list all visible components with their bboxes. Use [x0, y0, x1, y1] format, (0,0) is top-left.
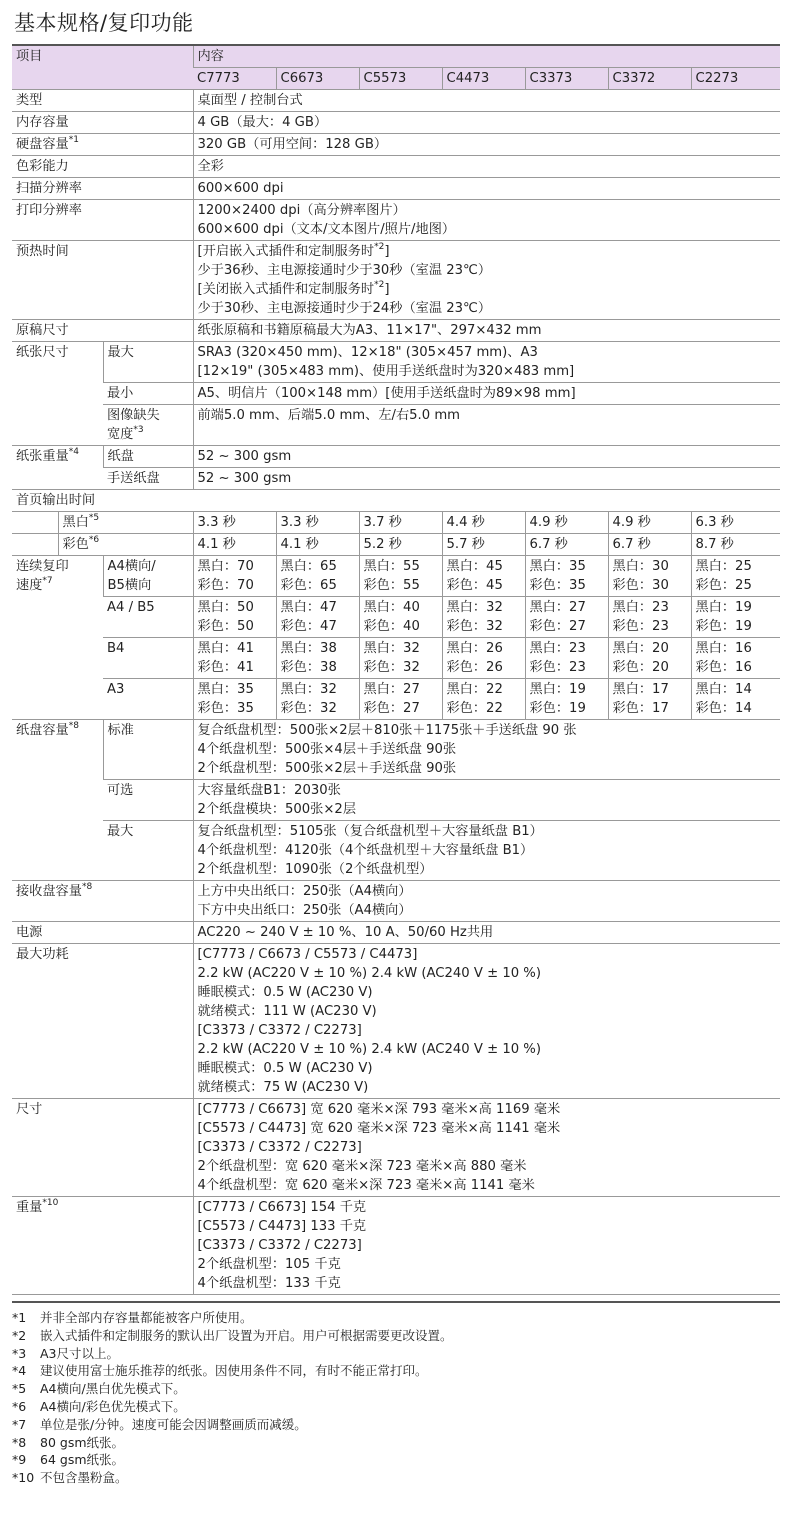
value-cell: 黑白：65 彩色：65	[276, 556, 359, 597]
value-cell: 黑白：38 彩色：38	[276, 638, 359, 679]
footnote: *10 不包含墨粉盒。	[12, 1470, 128, 1486]
indent-cell	[12, 512, 58, 534]
row-label: 扫描分辨率	[12, 178, 193, 200]
model-name: C4473	[442, 68, 525, 90]
value-cell: 6.7 秒	[525, 534, 608, 556]
value-cell: 黑白：27 彩色：27	[525, 597, 608, 638]
value-cell: 黑白：26 彩色：26	[442, 638, 525, 679]
row-label: 电源	[12, 922, 193, 944]
sub-label: 黑白$^{*5}$	[58, 512, 193, 534]
value-cell: 3.3 秒	[276, 512, 359, 534]
value-cell: 6.7 秒	[608, 534, 691, 556]
row-value: 600×600 dpi	[193, 178, 780, 200]
value-cell: 黑白：23 彩色：23	[608, 597, 691, 638]
sub-label: A4 / B5	[103, 597, 193, 638]
value-cell: 黑白：35 彩色：35	[525, 556, 608, 597]
row-value: 1200×2400 dpi（高分辨率图片） 600×600 dpi（文本/文本图片/照片/地图）	[193, 200, 780, 241]
sub-label: 图像缺失 宽度$^{*3}$	[103, 405, 193, 446]
value-cell: 黑白：41 彩色：41	[193, 638, 276, 679]
row-label: 纸张重量$^{*4}$	[12, 446, 103, 490]
indent-cell	[12, 534, 58, 556]
value-cell: 黑白：50 彩色：50	[193, 597, 276, 638]
row-label: 打印分辨率	[12, 200, 193, 241]
model-name: C3373	[525, 68, 608, 90]
row-tray-capacity-max	[12, 821, 780, 881]
footnote: *7 单位是张/分钟。速度可能会因调整画质而减缓。	[12, 1416, 307, 1432]
model-name: C5573	[359, 68, 442, 90]
row-label: 纸张尺寸	[12, 342, 103, 446]
value-cell: 6.3 秒	[691, 512, 780, 534]
model-name: C6673	[276, 68, 359, 90]
header-item: 项目	[12, 45, 193, 90]
row-paper-size-loss	[12, 405, 780, 446]
value-cell: 黑白：20 彩色：20	[608, 638, 691, 679]
row-value: 4 GB（最大：4 GB）	[193, 112, 780, 134]
value-cell: 4.4 秒	[442, 512, 525, 534]
value-cell: 5.7 秒	[442, 534, 525, 556]
row-label: 最大功耗	[12, 944, 193, 1099]
value-cell: 黑白：25 彩色：25	[691, 556, 780, 597]
row-speed	[12, 597, 780, 638]
row-label: 内存容量	[12, 112, 193, 134]
row-warmup	[12, 241, 780, 320]
value-cell: 4.9 秒	[608, 512, 691, 534]
sub-label: 最大	[103, 342, 193, 383]
row-weight	[12, 1197, 780, 1295]
model-name: C7773	[193, 68, 276, 90]
footnote: *1 并非全部内存容量都能被客户所使用。	[12, 1310, 253, 1325]
row-value: 52 ~ 300 gsm	[193, 446, 780, 468]
row-paper-weight-tray	[12, 446, 780, 468]
value-cell: 黑白：22 彩色：22	[442, 679, 525, 720]
row-paper-size-max	[12, 342, 780, 383]
speed-section	[12, 556, 780, 720]
value-cell: 黑白：30 彩色：30	[608, 556, 691, 597]
row-label: 预热时间	[12, 241, 193, 320]
row-power	[12, 922, 780, 944]
sub-label: B4	[103, 638, 193, 679]
value-cell: 3.7 秒	[359, 512, 442, 534]
row-first-copy-title	[12, 490, 780, 512]
footnote: *8 80 gsm纸张。	[12, 1434, 125, 1450]
value-cell: 4.1 秒	[276, 534, 359, 556]
row-speed	[12, 556, 780, 597]
row-label: 原稿尺寸	[12, 320, 193, 342]
value-cell: 黑白：17 彩色：17	[608, 679, 691, 720]
page-title: 基本规格/复印功能	[14, 11, 194, 35]
value-cell: 黑白：40 彩色：40	[359, 597, 442, 638]
row-label: 重量$^{*10}$	[12, 1197, 193, 1295]
row-scan-resolution	[12, 178, 780, 200]
row-label: 首页输出时间	[12, 490, 780, 512]
row-value: [开启嵌入式插件和定制服务时$^{*2}$] 少于36秒、主电源接通时少于30秒（室温 23℃） [关闭嵌入式插件和定制服务时$^{*2}$] 少于30秒、主电源接通时少于24秒（室温 23℃）	[193, 241, 780, 320]
row-memory	[12, 112, 780, 134]
value-cell: 4.9 秒	[525, 512, 608, 534]
spec-table	[12, 44, 780, 1295]
value-cell: 黑白：35 彩色：35	[193, 679, 276, 720]
row-value: 前端5.0 mm、后端5.0 mm、左/右5.0 mm	[193, 405, 780, 446]
row-tray-capacity-opt	[12, 780, 780, 821]
footnote: *3 A3尺寸以上。	[12, 1345, 120, 1361]
value-cell: 3.3 秒	[193, 512, 276, 534]
row-speed	[12, 638, 780, 679]
row-label: 类型	[12, 90, 193, 112]
sub-label: 标准	[103, 720, 193, 780]
footnote: *5 A4横向/黑白优先模式下。	[12, 1381, 186, 1397]
value-cell: 黑白：14 彩色：14	[691, 679, 780, 720]
row-value: 大容量纸盘B1：2030张 2个纸盘模块：500张×2层	[193, 780, 780, 821]
value-cell: 4.1 秒	[193, 534, 276, 556]
model-name: C3372	[608, 68, 691, 90]
sub-label: 纸盘	[103, 446, 193, 468]
value-cell: 黑白：32 彩色：32	[359, 638, 442, 679]
row-value: 全彩	[193, 156, 780, 178]
row-label: 接收盘容量$^{*8}$	[12, 881, 193, 922]
sub-label: 手送纸盘	[103, 468, 193, 490]
sub-label: A4横向/ B5横向	[103, 556, 193, 597]
sub-label: 最大	[103, 821, 193, 881]
value-cell: 黑白：47 彩色：47	[276, 597, 359, 638]
row-value: 52 ~ 300 gsm	[193, 468, 780, 490]
value-cell: 黑白：19 彩色：19	[691, 597, 780, 638]
value-cell: 黑白：19 彩色：19	[525, 679, 608, 720]
value-cell: 黑白：70 彩色：70	[193, 556, 276, 597]
header-content: 内容	[193, 45, 780, 68]
value-cell: 黑白：55 彩色：55	[359, 556, 442, 597]
row-type	[12, 90, 780, 112]
row-value: [C7773 / C6673] 宽 620 毫米×深 793 毫米×高 1169 毫米 [C5573 / C4473] 宽 620 毫米×深 723 毫米×高 1141 毫米 [C3373 / C3372 / C2273] 2个纸盘机型：宽 620 毫米×深 723 毫米×高 880 毫米 4个纸盘机型：宽 620 毫米×深 723 毫米×高 1141 毫米	[193, 1099, 780, 1197]
row-speed	[12, 679, 780, 720]
row-value: AC220 ~ 240 V ± 10 %、10 A、50/60 Hz共用	[193, 922, 780, 944]
row-value: A5、明信片（100×148 mm）[使用手送纸盘时为89×98 mm]	[193, 383, 780, 405]
spec-table-body-2	[12, 720, 780, 1295]
row-paper-weight-bypass	[12, 468, 780, 490]
row-label: 连续复印 速度$^{*7}$	[12, 556, 103, 720]
row-label: 色彩能力	[12, 156, 193, 178]
row-label: 纸盘容量$^{*8}$	[12, 720, 103, 881]
model-name: C2273	[691, 68, 780, 90]
row-label: 尺寸	[12, 1099, 193, 1197]
row-first-copy-color	[12, 534, 780, 556]
row-value: [C7773 / C6673] 154 千克 [C5573 / C4473] 133 千克 [C3373 / C3372 / C2273] 2个纸盘机型：105 千克 4个纸盘机型：133 千克	[193, 1197, 780, 1295]
footnotes	[12, 1301, 780, 1487]
row-value: 桌面型 / 控制台式	[193, 90, 780, 112]
value-cell: 黑白：45 彩色：45	[442, 556, 525, 597]
footnote: *4 建议使用富士施乐推荐的纸张。因使用条件不同，有时不能正常打印。	[12, 1363, 428, 1379]
row-value: [C7773 / C6673 / C5573 / C4473] 2.2 kW (AC220 V ± 10 %) 2.4 kW (AC240 V ± 10 %) 睡眠模式：0.5 W (AC230 V) 就绪模式：111 W (AC230 V) [C3373 / C3372 / C2273] 2.2 kW (AC220 V ± 10 %) 2.4 kW (AC240 V ± 10 %) 睡眠模式：0.5 W (AC230 V) 就绪模式：75 W (AC230 V)	[193, 944, 780, 1099]
value-cell: 黑白：23 彩色：23	[525, 638, 608, 679]
row-tray-capacity-std	[12, 720, 780, 780]
row-consumption	[12, 944, 780, 1099]
spec-table-body	[12, 45, 780, 556]
footnote: *6 A4横向/彩色优先模式下。	[12, 1398, 186, 1414]
row-original-size	[12, 320, 780, 342]
value-cell: 8.7 秒	[691, 534, 780, 556]
row-color	[12, 156, 780, 178]
row-value: 复合纸盘机型：5105张（复合纸盘机型＋大容量纸盘 B1） 4个纸盘机型：4120张（4个纸盘机型＋大容量纸盘 B1） 2个纸盘机型：1090张（2个纸盘机型）	[193, 821, 780, 881]
row-paper-size-min	[12, 383, 780, 405]
footnote: *9 64 gsm纸张。	[12, 1452, 125, 1468]
row-value: 320 GB（可用空间：128 GB）	[193, 134, 780, 156]
row-dimensions	[12, 1099, 780, 1197]
sub-label: 可选	[103, 780, 193, 821]
header-row	[12, 45, 780, 68]
value-cell: 黑白：16 彩色：16	[691, 638, 780, 679]
sub-label: A3	[103, 679, 193, 720]
sub-label: 彩色$^{*6}$	[58, 534, 193, 556]
row-output-tray	[12, 881, 780, 922]
row-print-resolution	[12, 200, 780, 241]
row-value: 纸张原稿和书籍原稿最大为A3、11×17"、297×432 mm	[193, 320, 780, 342]
row-value: 复合纸盘机型：500张×2层＋810张＋1175张＋手送纸盘 90 张 4个纸盘机型：500张×4层＋手送纸盘 90张 2个纸盘机型：500张×2层＋手送纸盘 90张	[193, 720, 780, 780]
sub-label: 最小	[103, 383, 193, 405]
row-label: 硬盘容量$^{*1}$	[12, 134, 193, 156]
value-cell: 黑白：32 彩色：32	[442, 597, 525, 638]
value-cell: 5.2 秒	[359, 534, 442, 556]
footnote: *2 嵌入式插件和定制服务的默认出厂设置为开启。用户可根据需要更改设置。	[12, 1327, 453, 1343]
row-value: 上方中央出纸口：250张（A4横向） 下方中央出纸口：250张（A4横向）	[193, 881, 780, 922]
row-hdd	[12, 134, 780, 156]
value-cell: 黑白：32 彩色：32	[276, 679, 359, 720]
row-value: SRA3 (320×450 mm)、12×18" (305×457 mm)、A3 [12×19" (305×483 mm)、使用手送纸盘时为320×483 mm]	[193, 342, 780, 383]
value-cell: 黑白：27 彩色：27	[359, 679, 442, 720]
row-first-copy-bw	[12, 512, 780, 534]
